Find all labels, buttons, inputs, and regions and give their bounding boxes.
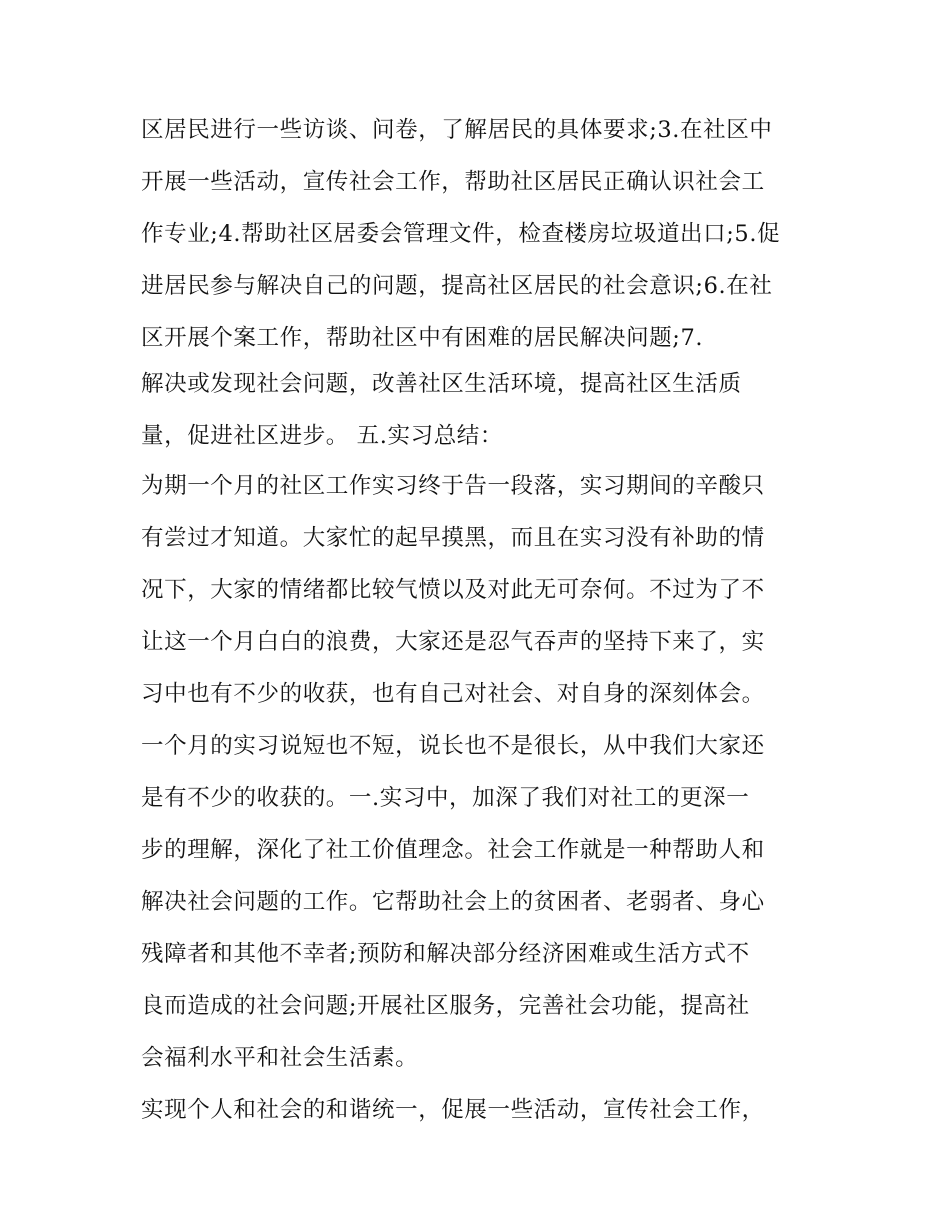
text-line: 有尝过才知道。大家忙的起早摸黑，而且在实习没有补助的情 bbox=[141, 525, 765, 551]
text-line: 让这一个月白白的浪费，大家还是忍气吞声的坚持下来了，实 bbox=[141, 629, 765, 655]
text-line: 残障者和其他不幸者;预防和解决部分经济困难或生活方式不 bbox=[141, 941, 750, 967]
text-line: 解决或发现社会问题，改善社区生活环境，提高社区生活质 bbox=[141, 371, 742, 397]
text-line: 解决社会问题的工作。它帮助社会上的贫困者、老弱者、身心 bbox=[141, 889, 765, 915]
text-line: 进居民参与解决自己的问题，提高社区居民的社会意识;6.在社 bbox=[141, 273, 773, 299]
text-line: 区居民进行一些访谈、问卷，了解居民的具体要求;3.在社区中 bbox=[141, 117, 773, 143]
text-line: 良而造成的社会问题;开展社区服务，完善社会功能，提高社 bbox=[141, 993, 750, 1019]
text-line: 况下，大家的情绪都比较气愤以及对此无可奈何。不过为了不 bbox=[141, 577, 765, 603]
text-line: 区开展个案工作，帮助社区中有困难的居民解决问题;7. bbox=[141, 325, 704, 351]
text-line: 为期一个月的社区工作实习终于告一段落，实习期间的辛酸只 bbox=[141, 473, 765, 499]
text-line: 习中也有不少的收获，也有自己对社会、对自身的深刻体会。 bbox=[141, 681, 765, 707]
text-line: 会福利水平和社会生活素。 bbox=[141, 1045, 419, 1071]
text-line: 是有不少的收获的。一.实习中，加深了我们对社工的更深一 bbox=[141, 785, 750, 811]
text-line: 开展一些活动，宣传社会工作，帮助社区居民正确认识社会工 bbox=[141, 169, 765, 195]
text-line: 一个月的实习说短也不短，说长也不是很长，从中我们大家还 bbox=[141, 733, 765, 759]
text-line: 作专业;4.帮助社区居委会管理文件，检查楼房垃圾道出口;5.促 bbox=[141, 221, 781, 247]
text-line: 量，促进社区进步。 五.实习总结： bbox=[141, 423, 504, 449]
text-line: 步的理解，深化了社工价值理念。社会工作就是一种帮助人和 bbox=[141, 837, 765, 863]
text-line: 实现个人和社会的和谐统一，促展一些活动，宣传社会工作， bbox=[141, 1097, 765, 1123]
